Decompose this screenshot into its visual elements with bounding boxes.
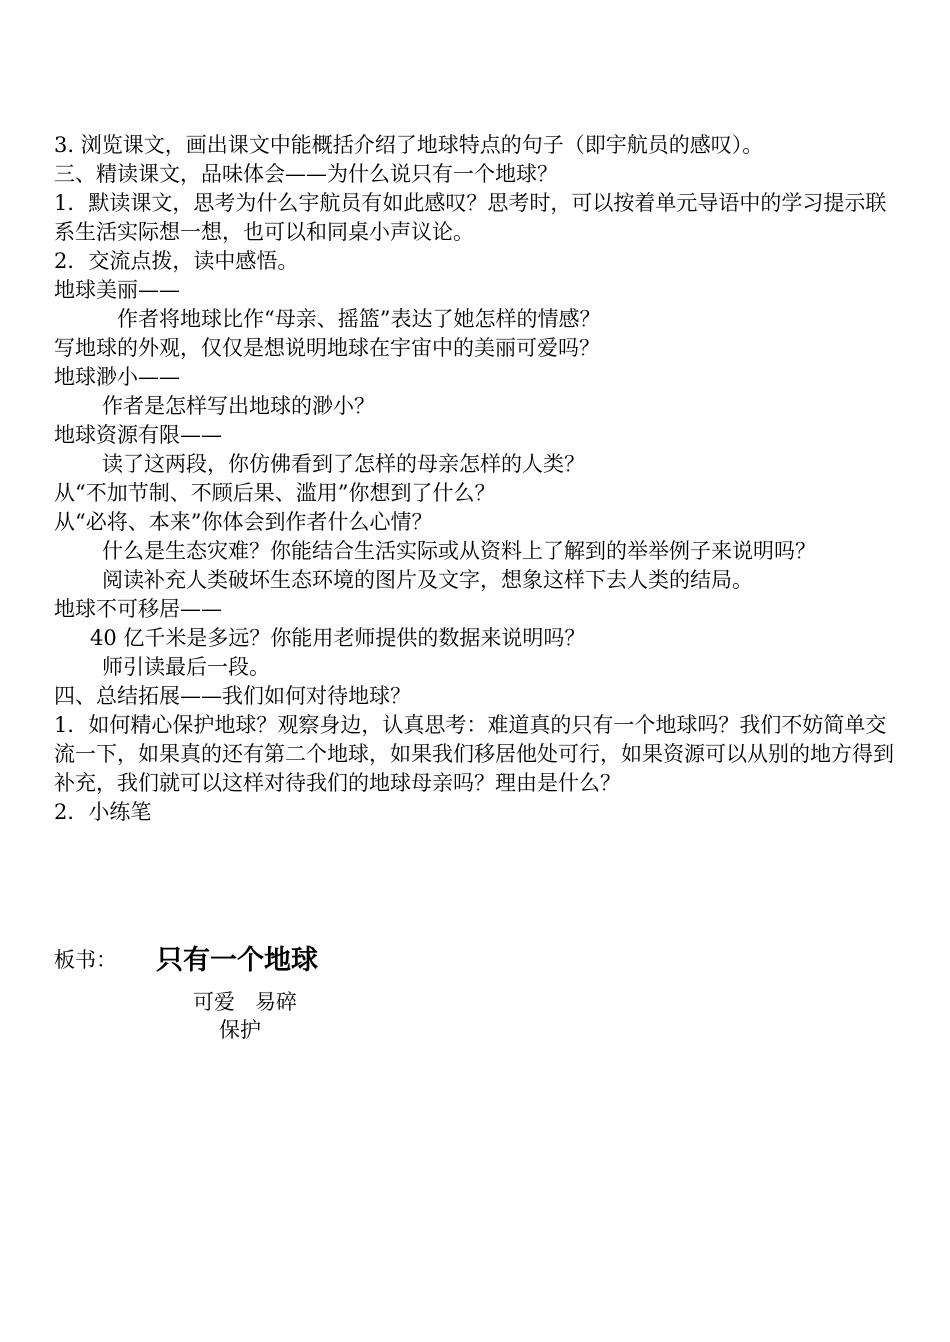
activity-guided-reading: 师引读最后一段。 — [102, 655, 270, 679]
subheading-earth-small: 地球渺小—— — [54, 365, 180, 389]
question-two-paragraphs: 读了这两段，你仿佛看到了怎样的母亲怎样的人类？ — [102, 452, 585, 476]
subheading-limited-resources: 地球资源有限—— — [54, 423, 222, 447]
step-writing-practice: 2．小练笔 — [54, 800, 152, 824]
board-keyword-protect: 保护 — [219, 1018, 261, 1042]
lesson-plan-body — [54, 131, 900, 827]
blackboard-design — [54, 938, 900, 1042]
board-title: 只有一个地球 — [156, 945, 318, 976]
step-discussion: 2．交流点拨，读中感悟。 — [54, 249, 299, 273]
board-keywords: 可爱 易碎 — [193, 990, 298, 1014]
question-earth-appearance: 写地球的外观，仅仅是想说明地球在宇宙中的美丽可爱吗？ — [54, 336, 600, 360]
question-distance: 40 亿千米是多远？你能用老师提供的数据来说明吗？ — [90, 626, 586, 650]
subheading-cannot-relocate: 地球不可移居—— — [54, 597, 222, 621]
question-author-feeling: 从“必将、本来”你体会到作者什么心情？ — [54, 510, 433, 534]
question-mother-cradle: 作者将地球比作“母亲、摇篮”表达了她怎样的情感？ — [117, 307, 601, 331]
question-overuse: 从“不加节制、不顾后果、滥用”你想到了什么？ — [54, 481, 496, 505]
board-label: 板书： — [54, 948, 117, 972]
section-heading-summary: 四、总结拓展——我们如何对待地球？ — [54, 684, 411, 708]
step-browse-text: 3. 浏览课文，画出课文中能概括介绍了地球特点的句子（即宇航员的感叹）。 — [54, 133, 764, 157]
subheading-earth-beautiful: 地球美丽—— — [54, 278, 180, 302]
step-silent-reading: 1．默读课文，思考为什么宇航员有如此感叹？思考时，可以按着单元导语中的学习提示联系生活实际想一想，也可以和同桌小声议论。 — [54, 191, 887, 244]
activity-supplementary-reading: 阅读补充人类破坏生态环境的图片及文字，想象这样下去人类的结局。 — [102, 568, 753, 592]
question-earth-small: 作者是怎样写出地球的渺小？ — [102, 394, 375, 418]
step-protect-earth: 1．如何精心保护地球？观察身边，认真思考：难道真的只有一个地球吗？我们不妨简单交流一下，如果真的还有第二个地球，如果我们移居他处可行，如果资源可以从别的地方得到补充，我们就可以这样对待我们的地球母亲吗？理由是什么？ — [54, 713, 894, 795]
section-heading-close-reading: 三、精读课文，品味体会——为什么说只有一个地球？ — [54, 162, 558, 186]
question-ecological-disaster: 什么是生态灾难？你能结合生活实际或从资料上了解到的举举例子来说明吗？ — [102, 539, 816, 563]
